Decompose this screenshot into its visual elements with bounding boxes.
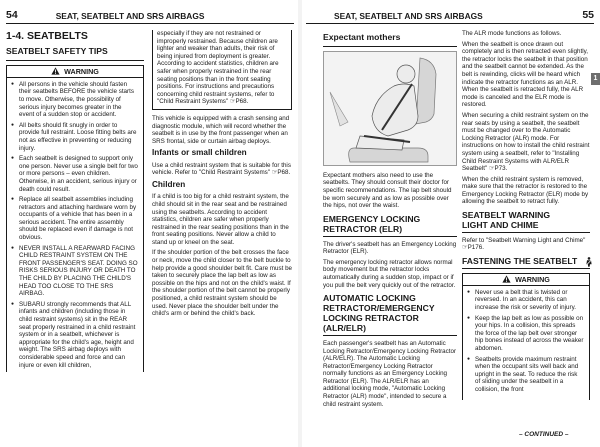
continued-label: – CONTINUED – [519,431,569,438]
warning-item: ● NEVER INSTALL A REARWARD FACING CHILD RESTRAINT SYSTEM ON THE FRONT PASSENGER'S SEAT. DOING SO RISKS SERIOUS INJURY OR DEATH TO THE CHILD BY PLACING THE CHILD'S HEAD TOO CLOSE TO THE SRS AIRBAG. [11,245,138,298]
warning-light-text: Refer to "Seatbelt Warning Light and Chime" ☞P176. [462,236,586,252]
warning-list [11,81,138,369]
alr-text: Each passenger's seatbelt has an Automatic Locking Retractor/Emergency Locking Retractor (ALR/ELR). The Automatic Locking Retractor/Emergency Locking Retractor normally functions as an Emergency Locking Retractor (ELR). The ALR/ELR has an additional locking mode, "Automatic Locking Retractor (ALR) mode", intended to secure a child restraint system. [323,339,457,408]
left-page [0,0,298,447]
warning-item: ● Replace all seatbelt assemblies including retractors and attaching hardware worn by occupants of a vehicle that has been in a serious accident. The entire assembly should be replaced even if damage is not obvious. [11,196,138,242]
right-column-1 [323,30,457,411]
warning-light-rule [462,232,590,233]
alr-rule [323,335,457,336]
alr-title: AUTOMATIC LOCKING RETRACTOR/EMERGENCY LOCKING RETRACTOR (ALR/ELR) [323,293,435,334]
warning-item-part-1: SUBARU strongly recommends that ALL infants and children (including those in child restraint systems) sit in the REAR seat properly restrained in a child restraint system or in a seatbelt, whichever is appropriate for the child's age, height and weight. The SRS airbag deploys with considerable speed and force and can injure or even kill children, [19,300,136,369]
warning-body [7,78,143,372]
subsection-title: SEATBELT SAFETY TIPS [6,46,108,56]
expectant-text: Expectant mothers also need to use the seatbelts. They should consult their doctor for specific recommendations. The lap belt should be worn securely and as low as possible over the hips, not over the waist. [323,171,452,210]
children-text-1: If a child is too big for a child restraint system, the child should sit in the rear seat and be restrained using the seatbelts. According to accident statistics, children are safer when properly restrained in the rear seating positions than in the front seating positions. Never allow a child to stand up or kneel on the seat. [152,193,289,246]
alr-mode-text-2: When the seatbelt is once drawn out completely and is then retracted even slightly, the retractor locks the seatbelt in that position and the seatbelt cannot be extended. As the belt is rewinding, clicks will be heard which indicate the retractor functions as an ALR. When the seatbelt is retracted fully, the ALR mode is canceled and the ELR mode is restored. [462,40,588,109]
expectant-title: Expectant mothers [323,32,401,42]
warning-box [6,65,144,372]
children-text-2: If the shoulder portion of the belt crosses the face or neck, move the child closer to the belt buckle to help provide a good shoulder belt fit. Care must be taken to securely place the lap belt as low as possible on the hips and not on the child's waist. If the shoulder portion of the belt cannot be properly positioned, a child restraint system should be used. Never place the shoulder belt under the child's arm or behind the child's back. [152,249,293,318]
running-header-title: SEAT, SEATBELT AND SRS AIRBAGS [55,11,205,21]
airbag-paragraph: This vehicle is equipped with a crash sensing and diagnostic module, which will record whether the seatbelt is in use by the front passenger when an SRS frontal, side or curtain airbag deploys. [152,114,290,145]
warning-item-part-2: especially if they are not restrained or improperly restrained. Because children are lighter and weaker than adults, their risk of being injured from deployment is greater. According to accident statistics, children are safer when properly restrained in the rear seating positions than in the front seating positions. For instructions and precautions concerning child restraint systems, refer to "Child Restraint Systems" ☞P68. [157,30,279,106]
warning-box-continued [152,30,292,110]
warning-header [463,274,589,286]
running-header-title: SEAT, SEATBELT AND SRS AIRBAGS [334,11,483,21]
warning-label: WARNING [64,66,99,76]
elr-text-1: The driver's seatbelt has an Emergency Locking Retractor (ELR). [323,240,457,256]
header-rule [306,23,594,24]
elr-text-2: The emergency locking retractor allows normal body movement but the retractor locks automatically during a sudden stop, impact or if you pull the belt very quickly out of the retractor. [323,258,456,289]
warning-item-split [11,301,138,369]
alr-mode-text-3: When securing a child restraint system on the rear seats by using a seatbelt, the seatbelt must be changed over to the Automatic Locking Retractor (ALR) mode. For instructions on how to install the child restraint system using a seatbelt, refer to "Installing Child Restraint Systems with ALR/ELR Seatbelt" ☞P73. [462,111,590,173]
fastening-title: FASTENING THE SEATBELT [462,256,578,267]
header-rule [6,23,294,24]
warning-item: ● Each seatbelt is designed to support only one person. Never use a single belt for two or more persons – even children. Otherwise, in an accident, serious injury or death could result. [11,155,138,193]
elr-rule [323,236,457,237]
alr-mode-text-4: When the child restraint system is removed, make sure that the retractor is restored to the Emergency Locking Retractor (ELR) mode by allowing the seatbelt to retract fully. [462,175,589,206]
left-column-1 [6,30,144,372]
right-page-header [306,5,594,21]
expectant-rule [323,46,457,47]
chapter-tab-marker: 1 [591,73,600,85]
left-page-header [6,5,294,21]
warning-body [463,286,589,400]
seat-illustration-icon [324,52,458,167]
warning-light-title: SEATBELT WARNING LIGHT AND CHIME [462,210,551,231]
warning-box [462,273,590,400]
pregnant-woman-seatbelt-illustration [323,51,457,166]
infants-text: Use a child restraint system that is suitable for this vehicle. Refer to "Child Restraint Systems" ☞P68. [152,161,291,177]
elr-title: EMERGENCY LOCKING RETRACTOR (ELR) [323,213,421,234]
subsection-rule [6,60,144,61]
warning-item: ● Keep the lap belt as low as possible on your hips. In a collision, this spreads the force of the lap belt over stronger hip bones instead of across the weaker abdomen. [467,315,584,353]
warning-triangle-icon [502,275,511,283]
children-title: Children [152,179,186,189]
warning-triangle-icon [51,67,60,75]
left-column-2 [152,30,292,321]
warning-list [467,289,584,394]
warning-header [7,66,143,78]
warning-item: ● Seatbelts provide maximum restraint when the occupant sits well back and upright in the seat. To reduce the risk of sliding under the seatbelt in a collision, the front [467,356,584,394]
alr-mode-text-1: The ALR mode functions as follows. [462,30,562,37]
page-number: 55 [582,9,594,21]
infants-title: Infants or small children [152,148,247,158]
warning-item: ● Never use a belt that is twisted or reversed. In an accident, this can increase the risk or severity of injury. [467,289,584,312]
warning-item: ● All persons in the vehicle should fasten their seatbelts BEFORE the vehicle starts to move. Otherwise, the possibility of serious injury becomes greater in the event of a sudden stop or accident. [11,81,138,119]
right-page [302,0,600,447]
fastening-rule [462,268,590,269]
section-title: 1-4. SEATBELTS [6,30,88,42]
seatbelt-warning-icon [585,257,593,267]
warning-label: WARNING [515,274,550,284]
warning-item: ● All belts should fit snugly in order to provide full restraint. Loose fitting belts are not as effective in preventing or reducing injury. [11,122,138,152]
page-number: 54 [6,9,18,21]
right-column-2 [462,30,590,400]
